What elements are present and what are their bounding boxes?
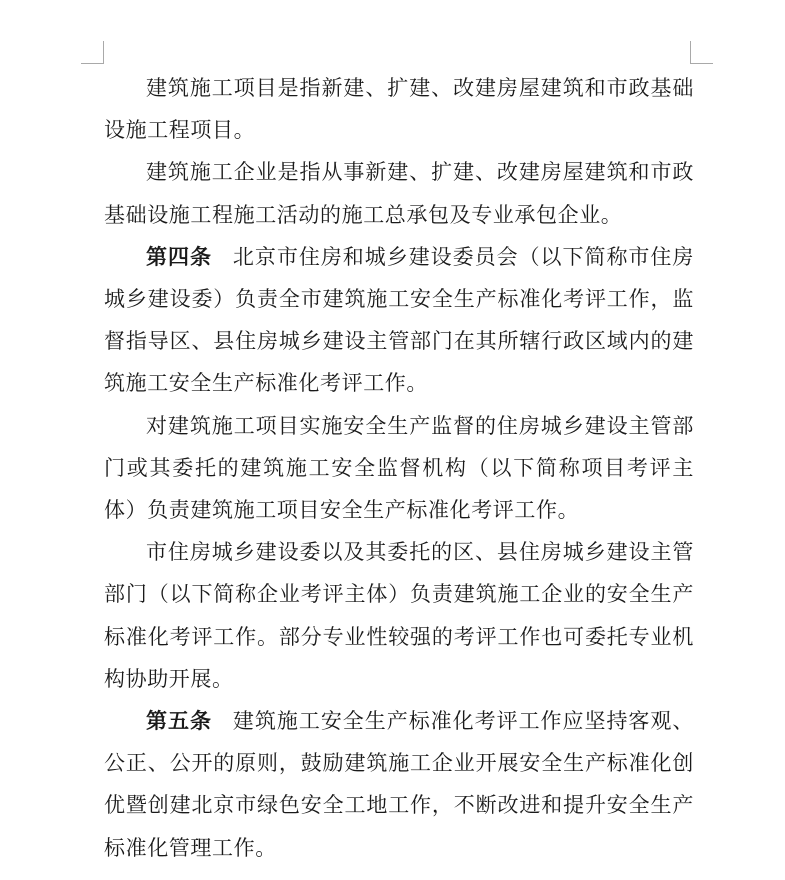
paragraph-5 bbox=[104, 531, 694, 700]
paragraph-text: 建筑施工项目是指新建、扩建、改建房屋建筑和市政基础设施工程项目。 bbox=[104, 76, 694, 143]
paragraph-text: 北京市住房和城乡建设委员会（以下简称市住房城乡建设委）负责全市建筑施工安全生产标准化考评工作，监督指导区、县住房城乡建设主管部门在其所辖行政区域内的建筑施工安全生产标准化考评工作。 bbox=[104, 244, 694, 396]
paragraph-4 bbox=[104, 405, 694, 532]
paragraph-text: 对建筑施工项目实施安全生产监督的住房城乡建设主管部门或其委托的建筑施工安全监督机构（以下简称项目考评主体）负责建筑施工项目安全生产标准化考评工作。 bbox=[104, 413, 694, 523]
top-left-margin-mark bbox=[81, 41, 104, 64]
top-right-margin-mark bbox=[690, 41, 713, 64]
paragraph-1 bbox=[104, 67, 694, 151]
article-4 bbox=[104, 236, 694, 405]
article-5 bbox=[104, 700, 694, 869]
article-label: 第五条 bbox=[146, 708, 212, 734]
document-body bbox=[104, 67, 694, 869]
article-label: 第四条 bbox=[146, 243, 212, 269]
paragraph-text: 市住房城乡建设委以及其委托的区、县住房城乡建设主管部门（以下简称企业考评主体）负责建筑施工企业的安全生产标准化考评工作。部分专业性较强的考评工作也可委托专业机构协助开展。 bbox=[104, 540, 694, 691]
paragraph-text: 建筑施工安全生产标准化考评工作应坚持客观、公正、公开的原则，鼓励建筑施工企业开展安全生产标准化创优暨创建北京市绿色安全工地工作，不断改进和提升安全生产标准化管理工作。 bbox=[104, 709, 694, 860]
paragraph-text: 建筑施工企业是指从事新建、扩建、改建房屋建筑和市政基础设施工程施工活动的施工总承包及专业承包企业。 bbox=[104, 160, 694, 227]
paragraph-2 bbox=[104, 151, 694, 235]
